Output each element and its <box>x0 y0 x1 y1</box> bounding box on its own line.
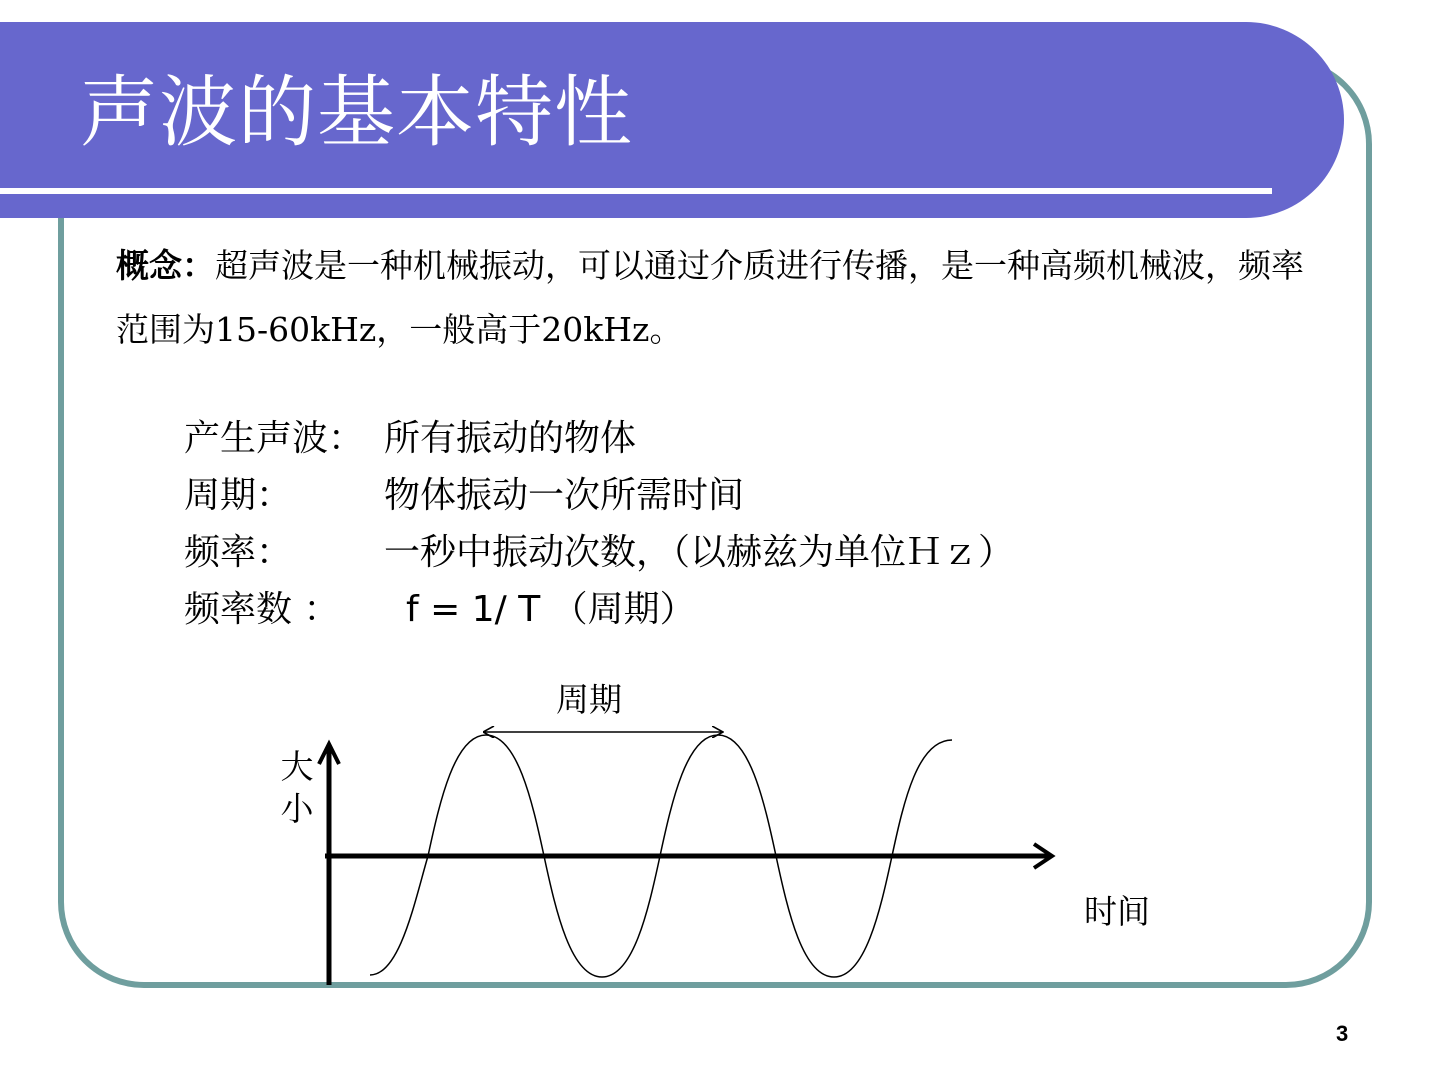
definition-term: 频率： <box>184 532 293 573</box>
definition-desc: 一秒中振动次数，（以赫兹为单位Ｈｚ） <box>384 532 1015 573</box>
concept-text: 超声波是一种机械振动，可以通过介质进行传播，是一种高频机械波，频率范围为15-60kHz，一般高于20kHz。 <box>116 246 1304 349</box>
concept-label: 概念： <box>116 246 215 285</box>
page-number: 3 <box>1336 1021 1349 1046</box>
x-axis-label: 时间 <box>1084 892 1150 931</box>
slide-title: 声波的基本特性 <box>80 68 634 158</box>
y-axis-label: 大 小 <box>280 747 314 828</box>
definition-desc: 物体振动一次所需时间 <box>384 475 745 516</box>
definition-term: 频率数 ： <box>184 589 340 630</box>
definition-term: 周期： <box>184 475 293 516</box>
definition-term: 产生声波： <box>184 418 365 459</box>
frequency-formula: f = 1/ T （周期） <box>406 589 696 630</box>
definition-desc: 所有振动的物体 <box>384 418 637 459</box>
period-label: 周期 <box>556 680 622 719</box>
